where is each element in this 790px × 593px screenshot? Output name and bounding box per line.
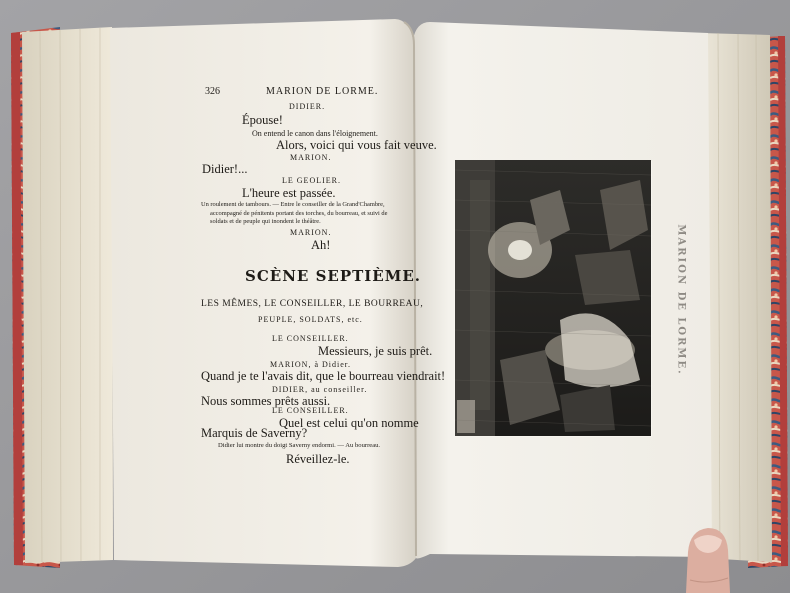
speaker: MARION, à Didier. (270, 360, 351, 369)
verse: Épouse! (242, 113, 283, 127)
speaker: LE CONSEILLER. (272, 334, 349, 343)
cast-list: PEUPLE, SOLDATS, etc. (258, 315, 363, 324)
verse: Quel est celui qu'on nomme (279, 416, 419, 430)
verse: Marquis de Saverny? (201, 426, 308, 440)
verse: L'heure est passée. (242, 186, 336, 200)
stage-direction: On entend le canon dans l'éloignement. (252, 129, 378, 138)
verse: Didier!... (202, 162, 248, 176)
running-head: MARION DE LORME. (266, 86, 379, 97)
cast-list: LES MÊMES, LE CONSEILLER, LE BOURREAU, (201, 299, 424, 309)
stage-direction: soldats et de peuple qui inondent le théâtre. (210, 218, 321, 225)
page-number: 326 (205, 86, 220, 97)
stage-direction: Un roulement de tambours. — Entre le conseiller de la Grand'Chambre, (201, 201, 385, 208)
verse: Ah! (311, 238, 331, 252)
speaker: MARION. (290, 153, 332, 162)
stage-direction: Didier lui montre du doigt Saverny endormi. — Au bourreau. (218, 442, 381, 449)
speaker: LE GEOLIER. (282, 176, 341, 185)
verse: Nous sommes prêts aussi. (201, 394, 331, 408)
stage-direction: accompagné de pénitents portant des torches, du bourreau, et suivi de (210, 210, 388, 217)
speaker: DIDIER, au conseiller. (272, 385, 368, 394)
speaker: DIDIER. (289, 102, 326, 111)
verse: Réveillez-le. (286, 452, 350, 466)
verse: Messieurs, je suis prêt. (318, 344, 433, 358)
speaker: LE CONSEILLER. (272, 406, 349, 415)
verse: Alors, voici qui vous fait veuve. (276, 138, 437, 152)
right-page-running-title: MARION DE LORME. (675, 224, 687, 376)
speaker: MARION. (290, 228, 332, 237)
verse: Quand je te l'avais dit, que le bourreau viendrait! (201, 369, 446, 383)
scene-title: SCÈNE SEPTIÈME. (245, 267, 421, 285)
